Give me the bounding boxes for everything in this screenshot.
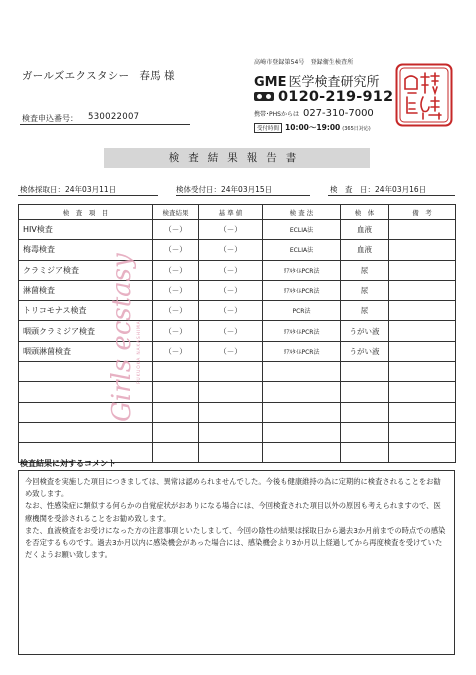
test-item-cell: 咽頭クラミジア検査 (19, 321, 153, 341)
comment-paragraph: なお、性感染症に類似する何らかの自覚症状がおありになる場合には、今回検査された項目以外の原因も考えられますので、医療機関を受診されることをお勧め致します。 (25, 501, 441, 523)
received-date-underline (176, 195, 310, 196)
method-cell: ﾘｱﾙﾀｲﾑPCR法 (263, 341, 341, 361)
lab-brand: GME (254, 75, 287, 90)
table-row (19, 301, 456, 321)
empty-cell (153, 402, 199, 422)
empty-cell (263, 422, 341, 442)
method-cell: ﾘｱﾙﾀｲﾑPCR法 (263, 321, 341, 341)
empty-cell (341, 402, 389, 422)
header-item: 検 査 項 目 (19, 205, 153, 220)
recipient-name: 春馬 (139, 70, 161, 82)
empty-table-row (19, 362, 456, 382)
table-row (19, 260, 456, 280)
comment-paragraph: また、血液検査をお受けになった方の注意事項といたしまして、今回の陰性の結果は採取日から過去3か月前までの時点での感染を否定するものです。過去3か月以内に感染機会があった場合には、感染機会より3か月以上経過してから再度検査を受けていただくようお願い致します。 (25, 525, 446, 560)
result-cell: （－） (153, 321, 199, 341)
table-header-row (19, 205, 456, 220)
report-title: 検査結果報告書 (104, 148, 370, 168)
lab-name (254, 71, 380, 90)
received-date-value: 24年03月15日 (221, 185, 273, 194)
result-cell: （－） (153, 341, 199, 361)
mobile-phone-row (254, 108, 374, 119)
table-row (19, 341, 456, 361)
empty-table-row (19, 402, 456, 422)
empty-cell (263, 362, 341, 382)
empty-table-row (19, 382, 456, 402)
header-method: 検 査 法 (263, 205, 341, 220)
table-row (19, 220, 456, 240)
collection-date-value: 24年03月11日 (65, 185, 117, 194)
table-row (19, 240, 456, 260)
reference-cell: （－） (199, 301, 263, 321)
application-number: 530022007 (88, 112, 140, 122)
recipient-honorific: 様 (163, 70, 175, 82)
business-hours (254, 122, 371, 133)
note-cell (389, 260, 456, 280)
method-cell: ﾘｱﾙﾀｲﾑPCR法 (263, 260, 341, 280)
note-cell (389, 220, 456, 240)
reference-cell: （－） (199, 260, 263, 280)
empty-cell (153, 443, 199, 463)
received-date (176, 184, 272, 195)
test-item-cell: クラミジア検査 (19, 260, 153, 280)
mobile-number: 027-310-7000 (302, 108, 374, 119)
reference-cell: （－） (199, 240, 263, 260)
reference-cell: （－） (199, 321, 263, 341)
header-specimen: 検 体 (341, 205, 389, 220)
collection-date-label: 検体採取日： (20, 185, 65, 194)
empty-cell (389, 362, 456, 382)
specimen-cell: 尿 (341, 301, 389, 321)
specimen-cell: 尿 (341, 280, 389, 300)
method-cell: ECLIA法 (263, 220, 341, 240)
empty-cell (199, 422, 263, 442)
freedial-phone (254, 89, 393, 105)
reference-cell: （－） (199, 220, 263, 240)
freedial-icon (254, 92, 274, 101)
watermark-text: Girls ecstasy (107, 253, 137, 422)
result-cell: （－） (153, 260, 199, 280)
empty-cell (153, 422, 199, 442)
note-cell (389, 321, 456, 341)
empty-cell (389, 402, 456, 422)
empty-cell (341, 362, 389, 382)
company-seal-stamp (395, 63, 453, 127)
empty-cell (153, 382, 199, 402)
note-cell (389, 301, 456, 321)
method-cell: ﾘｱﾙﾀｲﾑPCR法 (263, 280, 341, 300)
table-row (19, 280, 456, 300)
method-cell: PCR法 (263, 301, 341, 321)
empty-cell (341, 382, 389, 402)
collection-date-underline (18, 195, 158, 196)
note-cell (389, 280, 456, 300)
inspection-date-label: 検 査 日： (330, 185, 375, 194)
test-item-cell: 淋菌検査 (19, 280, 153, 300)
empty-cell (199, 443, 263, 463)
recipient-line (22, 68, 175, 83)
recipient-company: ガールズエクスタシー (22, 70, 130, 82)
hours-note: (365日対応) (342, 126, 371, 132)
header-result: 検査結果 (153, 205, 199, 220)
empty-cell (199, 382, 263, 402)
inspection-date-underline (328, 195, 455, 196)
empty-cell (389, 422, 456, 442)
result-cell: （－） (153, 301, 199, 321)
empty-cell (263, 443, 341, 463)
reference-cell: （－） (199, 280, 263, 300)
test-item-cell: 咽頭淋菌検査 (19, 341, 153, 361)
freedial-number: 0120-219-912 (278, 89, 394, 105)
empty-cell (341, 422, 389, 442)
results-table (18, 204, 456, 463)
empty-cell (199, 402, 263, 422)
header-note: 備 考 (389, 205, 456, 220)
empty-cell (263, 402, 341, 422)
empty-cell (263, 382, 341, 402)
empty-cell (389, 443, 456, 463)
empty-cell (199, 362, 263, 382)
test-item-cell: 梅毒検査 (19, 240, 153, 260)
watermark-subtext: FUKUOKA NAKASHIMA (137, 320, 142, 384)
empty-table-row (19, 422, 456, 442)
hours-badge: 受付時間 (254, 123, 282, 133)
application-underline (20, 124, 190, 125)
hours-time: 10:00～19:00 (285, 123, 341, 132)
empty-cell (389, 382, 456, 402)
result-cell: （－） (153, 220, 199, 240)
mobile-label: 携帯･PHSからは (254, 111, 299, 118)
comment-box (18, 470, 455, 655)
table-row (19, 321, 456, 341)
empty-cell (153, 362, 199, 382)
result-cell: （－） (153, 240, 199, 260)
specimen-cell: うがい液 (341, 321, 389, 341)
result-cell: （－） (153, 280, 199, 300)
reference-cell: （－） (199, 341, 263, 361)
girls-ecstasy-watermark (104, 234, 144, 424)
inspection-date (330, 184, 426, 195)
specimen-cell: うがい液 (341, 341, 389, 361)
specimen-cell: 尿 (341, 260, 389, 280)
header-reference: 基 準 値 (199, 205, 263, 220)
collection-date (20, 184, 116, 195)
lab-registration: 高崎市登録第54号 登録衛生検査所 (254, 59, 354, 66)
empty-cell (341, 443, 389, 463)
test-item-cell: HIV検査 (19, 220, 153, 240)
received-date-label: 検体受付日： (176, 185, 221, 194)
comment-paragraph: 今回検査を実施した項目につきましては、異常は認められませんでした。今後も健康維持の為に定期的に検査されることをお勧め致します。 (25, 477, 441, 499)
note-cell (389, 341, 456, 361)
specimen-cell: 血液 (341, 220, 389, 240)
lab-name-text: 医学検査研究所 (288, 75, 380, 90)
specimen-cell: 血液 (341, 240, 389, 260)
test-item-cell: トリコモナス検査 (19, 301, 153, 321)
method-cell: ECLIA法 (263, 240, 341, 260)
inspection-date-value: 24年03月16日 (375, 185, 427, 194)
comment-title: 検査結果に対するコメント (20, 459, 116, 468)
application-number-label: 検査申込番号： (22, 114, 78, 123)
note-cell (389, 240, 456, 260)
empty-cell (19, 422, 153, 442)
